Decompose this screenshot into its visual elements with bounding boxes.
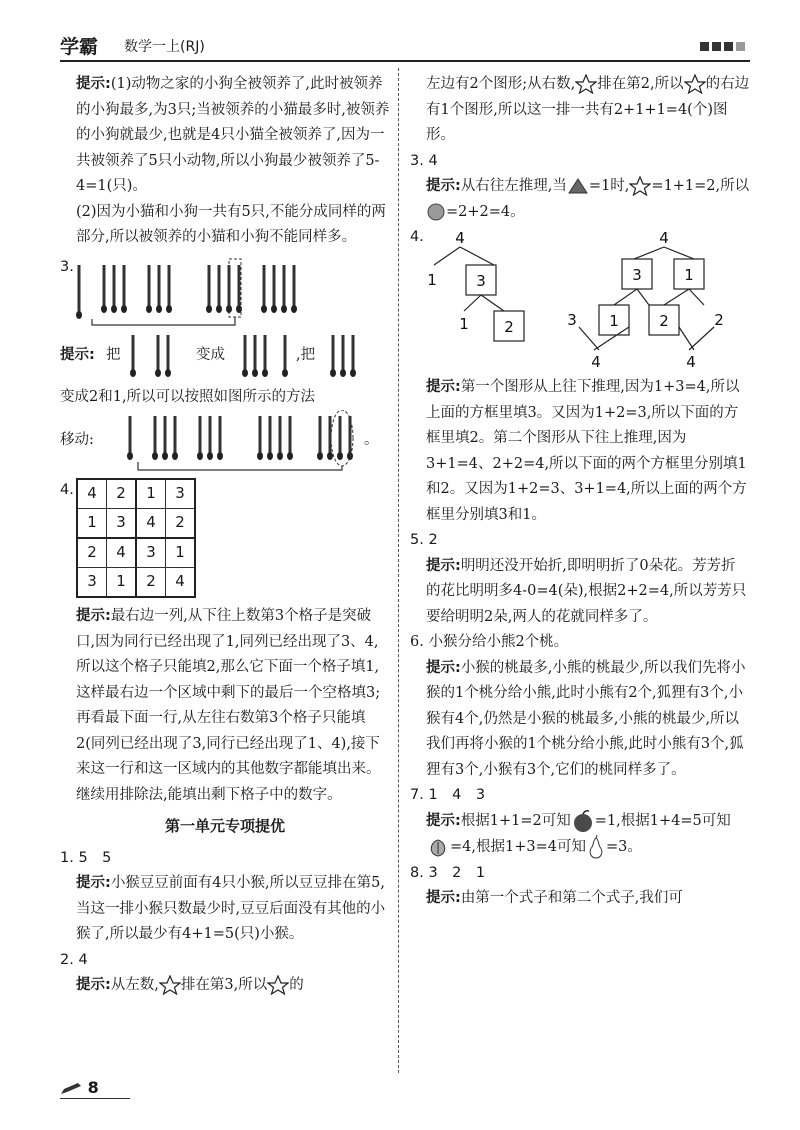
grid-cell: 2 [166,509,196,539]
footer-rule [60,1098,130,1099]
r7-answer: 7. 1 4 3 [410,787,486,803]
grid-cell: 4 [166,568,196,598]
left-column [60,72,390,999]
header-square-icon [712,42,721,51]
grid-cell: 3 [166,479,196,509]
number-tree-diagram [424,225,744,375]
r8-hint: 提示:由第一个式子和第二个式子,我们可 [426,890,683,906]
section-title: 第一单元专项提优 [164,817,285,835]
star-icon [575,74,597,94]
r3-answer: 3. 4 [410,152,438,169]
r6-answer: 6. 小猴分给小熊2个桃。 [410,634,569,650]
s1-answer: 1. 5 5 [60,849,112,866]
header-square-icon [724,42,733,51]
r3-hint: 提示:从右往左推理,当 =1时, =1+1=2,所以=2+2=4。 [426,178,750,220]
s2-answer: 2. 4 [60,951,88,968]
r8-answer: 8. 3 2 1 [410,864,486,881]
r5-hint: 提示:明明还没开始折,即明明折了0朵花。芳芳折的花比明明多4-0=4(朵),根据2+2=4,所以芳芳只要给明明2朵,两人的花就同样多了。 [426,557,747,625]
header-square-icon [700,42,709,51]
tree1-box2: 2 [504,318,514,336]
tree2-bottom2: 4 [686,353,696,371]
grid-cell: 4 [77,479,107,509]
page-header [60,30,750,62]
r4-trees: 4. 4 1 3 1 2 4 3 1 3 1 2 2 4 4 [410,225,750,375]
r6-hint: 提示:小猴的桃最多,小熊的桃最少,所以我们先将小猴的1个桃分给小熊,此时小熊有2个,狐狸有3个,小猴有4个,仍然是小猴的桃最多,小熊的桃最少,所以我们再将小猴的1个桃分给小熊,此时小熊有3个,狐狸有3个,小猴有3个,它们的桃同样多了。 [426,659,746,778]
grid-cell: 1 [166,538,196,568]
s2-hint: 提示:从左数, 排在第3,所以 的 [76,977,304,993]
tree2-bottom1: 4 [591,353,601,371]
tree2-left: 3 [567,311,577,329]
grid-cell: 2 [107,479,137,509]
sudoku-grid [76,478,196,598]
page-number: 8 [60,1078,99,1097]
hint-1-part2: (2)因为小猫和小狗一共有5只,不能分成同样的两部分,所以被领养的小猫和小狗不能同样多。 [76,203,386,245]
star-icon [267,975,289,995]
pear-icon [586,834,606,860]
column-divider [398,68,399,1073]
tree2-top: 4 [659,229,669,247]
grid-cell: 4 [107,538,137,568]
q3-matches-figure: 3. [60,255,390,331]
tree1-left: 1 [427,271,437,289]
match-group-3b [328,331,388,381]
matchstick-diagram [74,255,394,331]
pencil-icon [60,1082,82,1096]
triangle-icon [567,177,589,195]
matchstick-move-diagram [110,410,370,474]
right-column [410,72,750,912]
brand-logo: 学霸 [60,36,99,58]
star-icon [159,975,181,995]
star-icon [629,176,651,196]
q4-block: 4. 4 2 1 3 1 3 4 2 2 4 3 1 3 1 2 4 [60,478,390,598]
r7-hint: 提示:根据1+1=2可知 =1,根据1+4=5可知=4,根据1+3=4可知 =3。 [410,809,750,861]
grid-cell: 2 [136,568,166,598]
star-icon [684,74,706,94]
tree2-box3: 1 [609,312,619,330]
s1-hint: 提示:小猴豆豆前面有4只小猴,所以豆豆排在第5,当这一排小猴只数最少时,豆豆后面没有其他的小猴了,所以最少有4+1=5(只)小猴。 [76,875,386,942]
r5-answer: 5. 2 [410,532,438,548]
tree1-top: 4 [455,229,465,247]
tree1-bottom-left: 1 [459,315,469,333]
grid-cell: 1 [136,479,166,509]
grid-cell: 1 [107,568,137,598]
book-title: 数学一上(RJ) [124,39,205,55]
grid-cell: 3 [77,568,107,598]
grid-cell: 4 [136,509,166,539]
grid-cell: 3 [107,509,137,539]
grid-cell: 2 [77,538,107,568]
q4-hint: 提示:最右边一列,从下往上数第3个格子是突破口,因为同行已经出现了1,同列已经出现了3、4,所以这个格子只能填2,那么它下面一个格子填1,这样最右边一个区域中剩下的最后一个空格填3;再看最下面一行,从左往右数第3个格子只能填2(同列已经出现了3,同行已经出现了1、4),接下来这一行和这一区域内的其他数字都能填出来。继续用排除法,能填出剩下格子中的数字。 [76,608,381,803]
peach-icon [426,836,450,858]
apple-icon [571,809,595,833]
tree2-box1: 3 [632,266,642,284]
q3-hint: 提示: 把 变成 ,把 [60,331,390,381]
tree1-box1: 3 [476,272,486,290]
r4-hint: 提示:第一个图形从上往下推理,因为1+3=4,所以上面的方框里填3。又因为1+2=3,所以下面的方框里填2。第二个图形从下往上推理,因为3+1=4、2+2=4,所以下面的两个方框里分别填1和2。又因为1+2=3、3+1=4,所以上面的两个方框里分别填3和1。 [426,379,747,523]
q3-move-figure: 移动: 。 [60,410,390,474]
tree2-box2: 1 [684,266,694,284]
grid-cell: 3 [136,538,166,568]
grid-cell: 1 [77,509,107,539]
header-square-icon [736,42,745,51]
circle-icon [426,202,446,222]
tree2-box4: 2 [659,312,669,330]
q3-hint-text: 变成2和1,所以可以按照如图所示的方法 [60,388,316,405]
r2-continued: 左边有2个图形;从右数, 排在第2,所以 的右边有1个图形,所以这一排一共有2+1+1=4(个)图形。 [426,76,750,143]
tree2-right: 2 [714,311,724,329]
match-group-3 [128,331,188,381]
hint-1: 提示:(1)动物之家的小狗全被领养了,此时被领养的小狗最多,为3只;当被领养的小猫最多时,被领养的小狗就最少,也就是4只小猫全被领养了,因为一共被领养了5只小动物,所以小狗最少被领养了5-4=1(只)。 [76,76,390,194]
